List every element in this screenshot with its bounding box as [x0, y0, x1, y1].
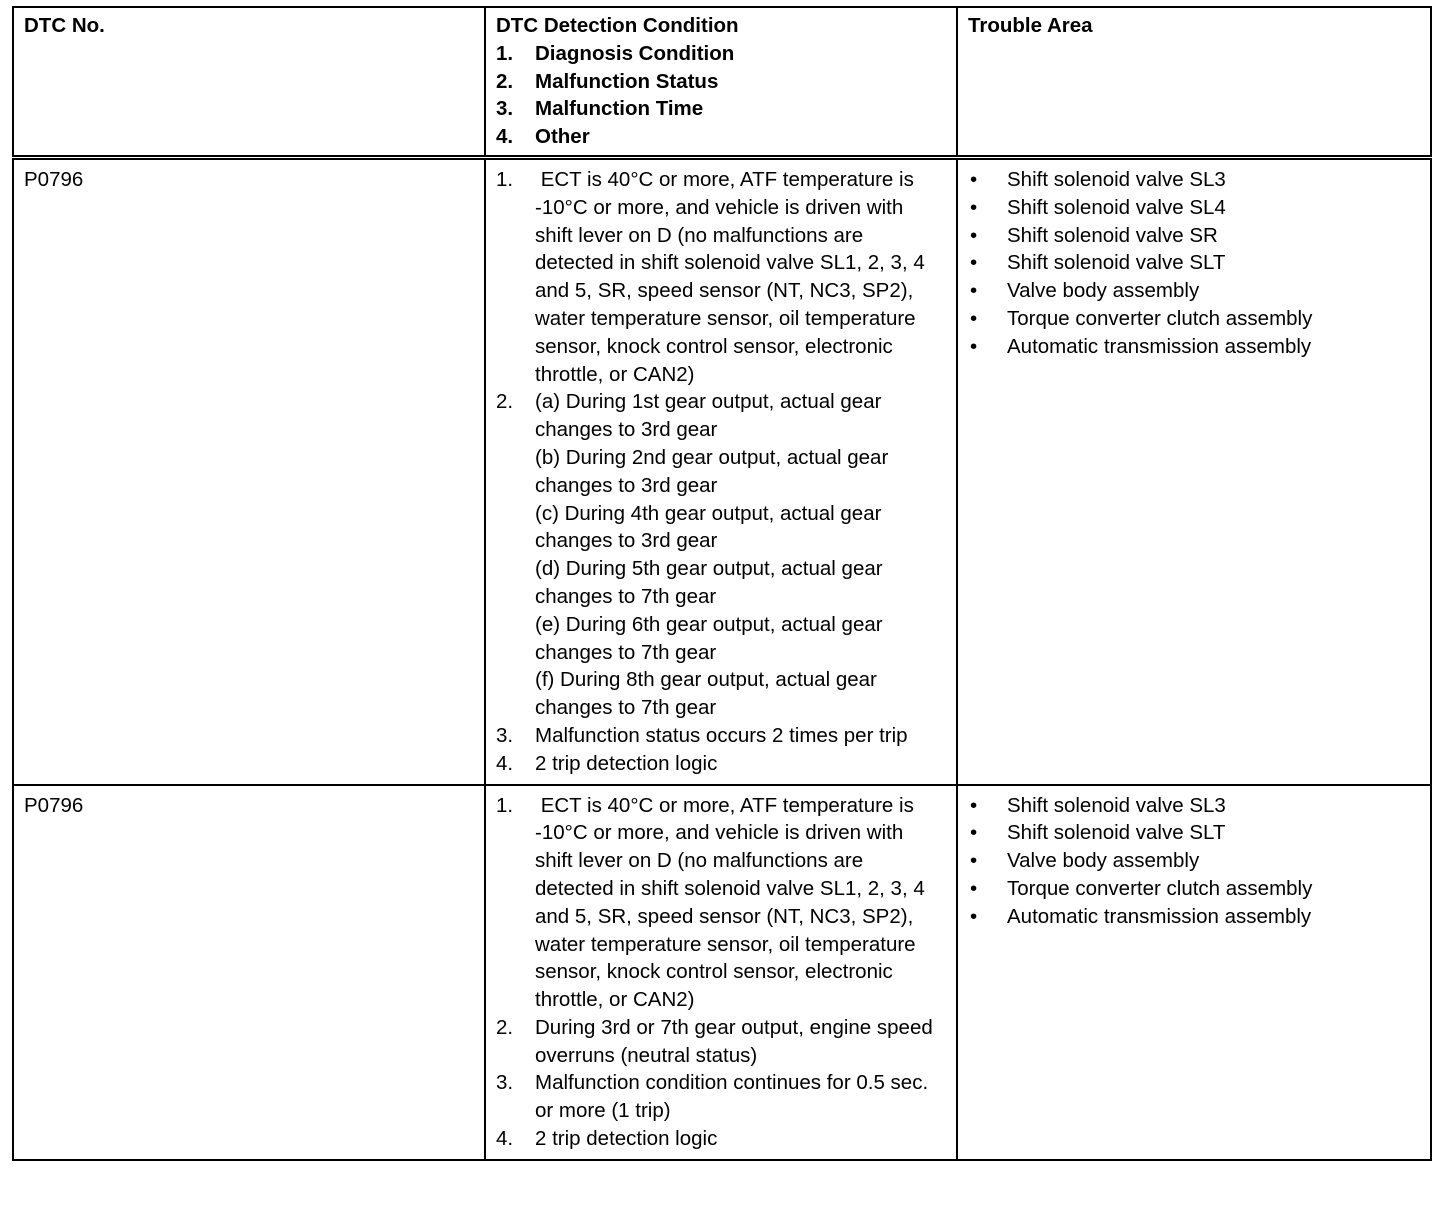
condition-item: [496, 166, 946, 388]
table-row: [13, 157, 1431, 784]
header-row: [13, 7, 1431, 157]
condition-text: [535, 1069, 946, 1125]
bullet-icon: •: [970, 904, 978, 928]
condition-text: [535, 1014, 946, 1070]
condition-number: 1.: [496, 167, 514, 191]
condition-item: [496, 750, 946, 778]
condition-line: (d) During 5th gear output, actual gear changes to 7th gear: [535, 557, 883, 608]
condition-number: 3.: [496, 723, 514, 747]
bullet-icon: •: [970, 306, 978, 330]
bullet-icon: •: [970, 793, 978, 817]
bullet-icon: •: [970, 279, 978, 303]
trouble-area-item: [968, 792, 1420, 820]
condition-cell: [485, 785, 957, 1160]
bullet-icon: •: [970, 167, 978, 191]
trouble-area-item: [968, 875, 1420, 903]
condition-text: [535, 750, 946, 778]
condition-line: (e) During 6th gear output, actual gear changes to 7th gear: [535, 612, 883, 664]
trouble-area-cell: [957, 157, 1431, 784]
header-condition-number: 3.: [496, 97, 514, 121]
header-condition-item: [496, 40, 946, 68]
condition-line: Malfunction status occurs 2 times per trip: [535, 723, 908, 747]
trouble-area-item: [968, 222, 1420, 250]
trouble-area-item: [968, 194, 1420, 222]
trouble-area-text: Shift solenoid valve SL3: [1007, 793, 1226, 817]
condition-number: 1.: [496, 793, 514, 817]
condition-number: 2.: [496, 1015, 514, 1039]
header-condition-item: [496, 95, 946, 123]
header-condition-number: 4.: [496, 125, 514, 149]
dtc-code: P0796: [24, 167, 84, 191]
condition-number: 4.: [496, 751, 514, 775]
trouble-area-item: [968, 333, 1420, 361]
trouble-area-item: [968, 249, 1420, 277]
condition-line: ECT is 40°C or more, ATF temperature is -10°C or more, and vehicle is driven with shift lever on D (no malfunctions are detected in shift solenoid valve SL1, 2, 3, 4 and 5, SR, speed sensor (NT, NC3, SP2), water temperature sensor, oil temperature sensor, knock control sensor, electronic throttle, or CAN2): [535, 167, 931, 386]
trouble-area-text: Automatic transmission assembly: [1007, 904, 1312, 928]
header-dtc-no: [13, 7, 485, 157]
trouble-area-text: Torque converter clutch assembly: [1007, 876, 1313, 900]
header-dtc-no-label: DTC No.: [24, 14, 105, 37]
trouble-area-item: [968, 819, 1420, 847]
dtc-cell: [13, 785, 485, 1160]
condition-number: 2.: [496, 390, 514, 414]
trouble-area-text: Valve body assembly: [1007, 279, 1200, 303]
condition-line: Malfunction condition continues for 0.5 sec. or more (1 trip): [535, 1071, 929, 1123]
condition-line: ECT is 40°C or more, ATF temperature is -10°C or more, and vehicle is driven with shift lever on D (no malfunctions are detected in shift solenoid valve SL1, 2, 3, 4 and 5, SR, speed sensor (NT, NC3, SP2), water temperature sensor, oil temperature sensor, knock control sensor, electronic throttle, or CAN2): [535, 793, 931, 1012]
trouble-area-text: Valve body assembly: [1007, 849, 1200, 873]
header-condition-number: 2.: [496, 69, 514, 93]
header-trouble-area-label: Trouble Area: [968, 14, 1093, 37]
bullet-icon: •: [970, 849, 978, 873]
dtc-table: [12, 6, 1432, 1161]
header-trouble-area: [957, 7, 1431, 157]
condition-item: [496, 388, 946, 722]
condition-item: [496, 1069, 946, 1125]
condition-line: 2 trip detection logic: [535, 751, 718, 775]
condition-number: 4.: [496, 1127, 514, 1151]
trouble-area-item: [968, 166, 1420, 194]
trouble-area-text: Shift solenoid valve SR: [1007, 223, 1218, 247]
header-condition-label: Malfunction Status: [535, 69, 719, 93]
header-condition-item: [496, 123, 946, 151]
trouble-area-cell: [957, 785, 1431, 1160]
condition-cell: [485, 157, 957, 784]
header-condition-item: [496, 68, 946, 96]
header-detection-condition-title: DTC Detection Condition: [496, 14, 739, 37]
condition-list: [496, 792, 946, 1153]
trouble-area-text: Torque converter clutch assembly: [1007, 306, 1313, 330]
table-row: [13, 785, 1431, 1160]
condition-item: [496, 792, 946, 1014]
condition-item: [496, 722, 946, 750]
bullet-icon: •: [970, 195, 978, 219]
condition-item: [496, 1125, 946, 1153]
dtc-code: P0796: [24, 793, 84, 817]
condition-line: (c) During 4th gear output, actual gear changes to 3rd gear: [535, 501, 882, 553]
condition-text: [535, 388, 946, 722]
condition-text: [535, 722, 946, 750]
condition-line: (f) During 8th gear output, actual gear changes to 7th gear: [535, 668, 877, 720]
trouble-area-list: [968, 792, 1420, 931]
header-condition-label: Diagnosis Condition: [535, 41, 735, 65]
dtc-cell: [13, 157, 485, 784]
trouble-area-text: Automatic transmission assembly: [1007, 334, 1312, 358]
bullet-icon: •: [970, 334, 978, 358]
bullet-icon: •: [970, 876, 978, 900]
header-condition-label: Malfunction Time: [535, 97, 704, 121]
bullet-icon: •: [970, 821, 978, 845]
header-condition-list: [496, 40, 946, 151]
trouble-area-item: [968, 277, 1420, 305]
trouble-area-item: [968, 847, 1420, 875]
bullet-icon: •: [970, 251, 978, 275]
condition-text: [535, 792, 946, 1014]
condition-text: [535, 1125, 946, 1153]
condition-number: 3.: [496, 1071, 514, 1095]
header-condition-number: 1.: [496, 41, 514, 65]
condition-line: 2 trip detection logic: [535, 1127, 718, 1151]
bullet-icon: •: [970, 223, 978, 247]
condition-list: [496, 166, 946, 778]
header-condition-label: Other: [535, 125, 590, 149]
trouble-area-item: [968, 903, 1420, 931]
trouble-area-text: Shift solenoid valve SLT: [1007, 251, 1226, 275]
condition-item: [496, 1014, 946, 1070]
trouble-area-text: Shift solenoid valve SL4: [1007, 195, 1226, 219]
condition-line: (a) During 1st gear output, actual gear changes to 3rd gear: [535, 390, 882, 442]
condition-line: (b) During 2nd gear output, actual gear changes to 3rd gear: [535, 445, 889, 497]
header-detection-condition: [485, 7, 957, 157]
condition-text: [535, 166, 946, 388]
trouble-area-item: [968, 305, 1420, 333]
trouble-area-list: [968, 166, 1420, 361]
trouble-area-text: Shift solenoid valve SL3: [1007, 167, 1226, 191]
condition-line: During 3rd or 7th gear output, engine speed overruns (neutral status): [535, 1015, 933, 1067]
trouble-area-text: Shift solenoid valve SLT: [1007, 821, 1226, 845]
